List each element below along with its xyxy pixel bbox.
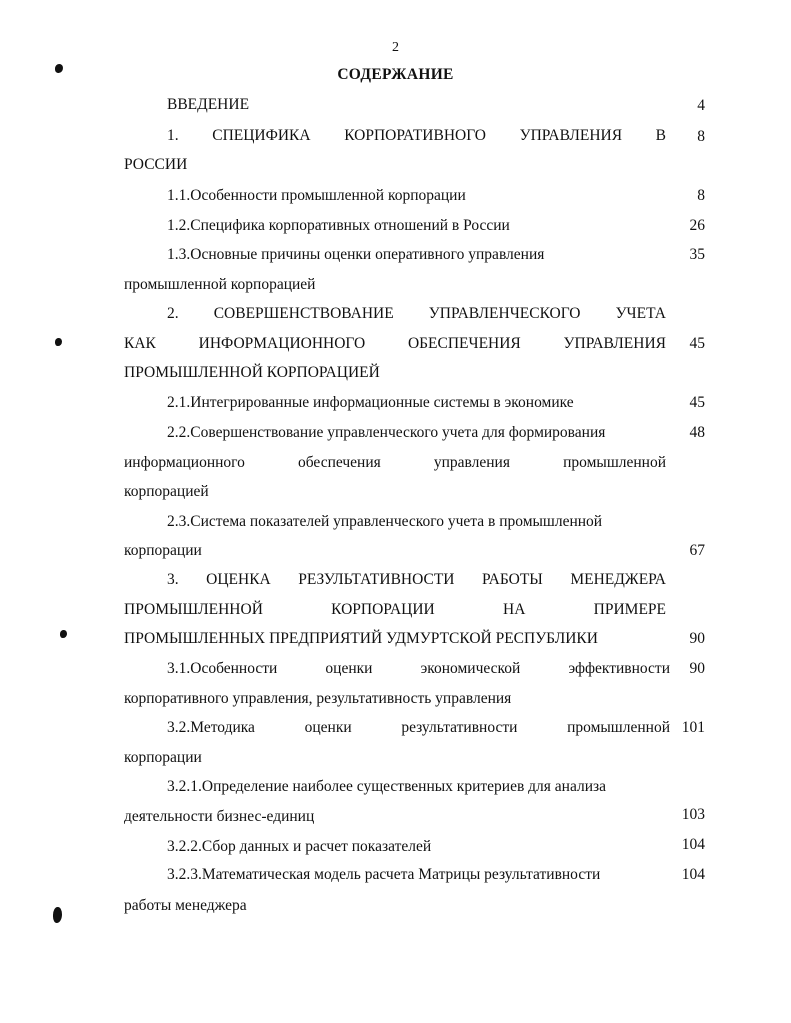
toc-entry-title-line: корпорацией <box>124 483 209 500</box>
toc-page-number: 8 <box>697 187 705 204</box>
page-title: СОДЕРЖАНИЕ <box>337 66 454 83</box>
toc-entry-title-line: деятельности бизнес-единиц <box>124 808 315 825</box>
toc-entry-title-line: 3.2.3.Математическая модель расчета Матрицы результативности <box>167 866 601 883</box>
toc-page-number: 8 <box>697 128 705 145</box>
toc-page-number: 101 <box>681 719 705 736</box>
toc-entry-title-line: 1.3.Основные причины оценки оперативного управления <box>167 246 545 263</box>
toc-entry-title-line: 1. СПЕЦИФИКА КОРПОРАТИВНОГО УПРАВЛЕНИЯ В <box>167 127 666 144</box>
toc-entry-title-line: корпоративного управления, результативность управления <box>124 690 512 707</box>
toc-entry-title-line: ПРОМЫШЛЕННОЙ КОРПОРАЦИИ НА ПРИМЕРЕ <box>124 601 666 618</box>
binder-hole-mark <box>55 338 62 346</box>
toc-page-number: 26 <box>689 217 705 234</box>
toc-entry-title-line: информационного обеспечения управления промышленной <box>124 454 666 471</box>
toc-page-number: 48 <box>689 424 705 441</box>
toc-page-number: 45 <box>689 394 705 411</box>
toc-entry-title: ВВЕДЕНИЕ <box>167 96 250 113</box>
toc-entry-title-line: РОССИИ <box>124 156 188 173</box>
toc-entry-title-line: 2.3.Система показателей управленческого учета в промышленной <box>167 513 603 530</box>
toc-entry-title-line: ПРОМЫШЛЕННЫХ ПРЕДПРИЯТИЙ УДМУРТСКОЙ РЕСПУБЛИКИ <box>124 630 598 647</box>
toc-page-number: 67 <box>689 542 705 559</box>
toc-page-number: 45 <box>689 335 705 352</box>
toc-entry-title-line: корпорации <box>124 542 202 559</box>
toc-entry-title-line: корпорации <box>124 749 202 766</box>
toc-entry-title: 2.1.Интегрированные информационные системы в экономике <box>167 394 574 411</box>
toc-page-number: 104 <box>681 836 705 853</box>
binder-hole-mark <box>53 907 62 923</box>
toc-page-number: 90 <box>689 660 705 677</box>
toc-entry-title-line: работы менеджера <box>124 897 247 914</box>
toc-page-number: 104 <box>681 866 705 883</box>
toc-entry-title-line: ПРОМЫШЛЕННОЙ КОРПОРАЦИЕЙ <box>124 364 380 381</box>
toc-page-number: 35 <box>689 246 705 263</box>
toc-entry-title-line: 3.1.Особенности оценки экономической эффективности <box>167 660 670 677</box>
toc-entry-title-line: КАК ИНФОРМАЦИОННОГО ОБЕСПЕЧЕНИЯ УПРАВЛЕНИЯ <box>124 335 666 352</box>
toc-page-number: 4 <box>697 97 705 114</box>
toc-entry-title-line: 3. ОЦЕНКА РЕЗУЛЬТАТИВНОСТИ РАБОТЫ МЕНЕДЖЕРА <box>167 571 666 588</box>
toc-entry-title-line: 2. СОВЕРШЕНСТВОВАНИЕ УПРАВЛЕНЧЕСКОГО УЧЕТА <box>167 305 666 322</box>
toc-entry-title-line: 3.2.1.Определение наиболее существенных критериев для анализа <box>167 778 606 795</box>
toc-entry-title-line: 2.2.Совершенствование управленческого учета для формирования <box>167 424 606 441</box>
toc-entry-title: 1.2.Специфика корпоративных отношений в России <box>167 217 510 234</box>
toc-page-number: 90 <box>689 630 705 647</box>
page-number: 2 <box>392 40 399 55</box>
toc-entry-title: 3.2.2.Сбор данных и расчет показателей <box>167 838 432 855</box>
toc-entry-title-line: 3.2.Методика оценки результативности промышленной <box>167 719 670 736</box>
binder-hole-mark <box>60 630 67 638</box>
toc-page-number: 103 <box>681 806 705 823</box>
toc-entry-title-line: промышленной корпорацией <box>124 276 316 293</box>
toc-entry-title: 1.1.Особенности промышленной корпорации <box>167 187 466 204</box>
